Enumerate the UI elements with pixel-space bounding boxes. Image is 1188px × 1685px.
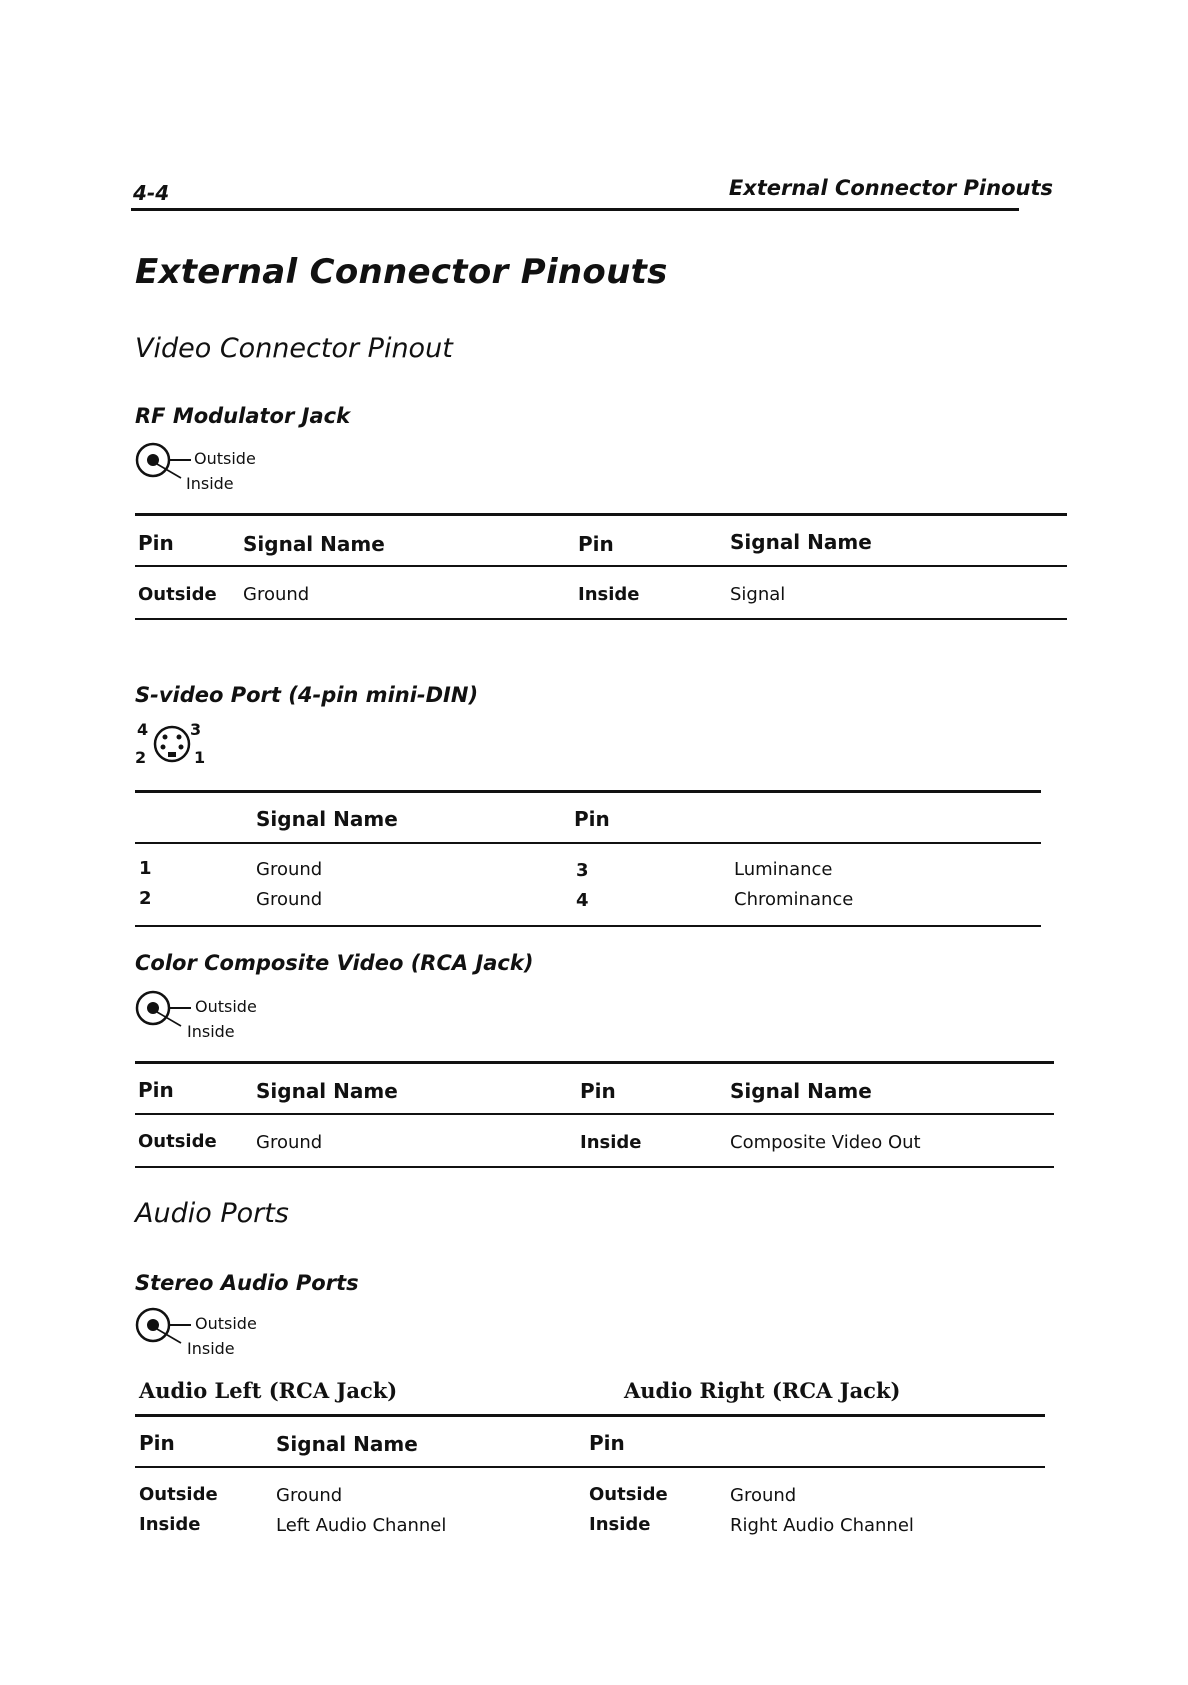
svideo-header-rule bbox=[135, 842, 1041, 844]
svideo-header-pin: Pin bbox=[574, 807, 610, 831]
page-title: External Connector Pinouts bbox=[135, 252, 668, 292]
audio-row2-signal-2: Right Audio Channel bbox=[730, 1515, 914, 1536]
rf-row-signal: Ground bbox=[243, 584, 310, 605]
audio-right-title: Audio Right (RCA Jack) bbox=[624, 1378, 901, 1403]
page-number: 4-4 bbox=[133, 181, 170, 205]
composite-row-signal-2: Composite Video Out bbox=[730, 1132, 921, 1153]
composite-header-rule bbox=[135, 1113, 1054, 1115]
rf-inside-label: Inside bbox=[186, 474, 234, 493]
rca-jack-icon bbox=[133, 1305, 193, 1355]
mini-din-icon bbox=[150, 722, 194, 766]
audio-left-title: Audio Left (RCA Jack) bbox=[139, 1378, 398, 1403]
audio-row2-signal: Left Audio Channel bbox=[276, 1515, 447, 1536]
svideo-row2-signal-2: Chrominance bbox=[734, 889, 854, 910]
rf-heading: RF Modulator Jack bbox=[135, 404, 351, 428]
audio-header-signal: Signal Name bbox=[276, 1432, 418, 1456]
svideo-row2-pin-2: 4 bbox=[576, 890, 589, 911]
svideo-row1-pin: 1 bbox=[139, 858, 152, 879]
rca-jack-icon bbox=[133, 988, 193, 1038]
rf-row-signal-2: Signal bbox=[730, 584, 786, 605]
svideo-pin3-label: 3 bbox=[190, 720, 202, 739]
composite-row-signal: Ground bbox=[256, 1132, 323, 1153]
composite-header-signal-2: Signal Name bbox=[730, 1079, 872, 1103]
stereo-outside-label: Outside bbox=[195, 1314, 257, 1333]
composite-table-bottom-rule bbox=[135, 1166, 1054, 1168]
audio-row1-pin-2: Outside bbox=[589, 1484, 668, 1505]
audio-header-pin: Pin bbox=[139, 1431, 175, 1455]
audio-row1-signal: Ground bbox=[276, 1485, 343, 1506]
composite-table-top-rule bbox=[135, 1061, 1054, 1064]
composite-outside-label: Outside bbox=[195, 997, 257, 1016]
svideo-row1-signal: Ground bbox=[256, 859, 323, 880]
composite-header-pin: Pin bbox=[138, 1078, 174, 1102]
composite-header-signal: Signal Name bbox=[256, 1079, 398, 1103]
stereo-heading: Stereo Audio Ports bbox=[135, 1271, 359, 1295]
audio-table-top-rule bbox=[135, 1414, 1045, 1417]
svideo-row2-signal: Ground bbox=[256, 889, 323, 910]
running-title: External Connector Pinouts bbox=[728, 176, 1053, 200]
svideo-header-signal: Signal Name bbox=[256, 807, 398, 831]
audio-section-heading: Audio Ports bbox=[135, 1198, 289, 1229]
composite-row-pin-2: Inside bbox=[580, 1132, 642, 1153]
rf-table-bottom-rule bbox=[135, 618, 1067, 620]
rf-row-pin-2: Inside bbox=[578, 584, 640, 605]
composite-inside-label: Inside bbox=[187, 1022, 235, 1041]
svideo-heading: S-video Port (4-pin mini-DIN) bbox=[135, 683, 479, 707]
composite-heading: Color Composite Video (RCA Jack) bbox=[135, 951, 534, 975]
audio-row1-signal-2: Ground bbox=[730, 1485, 797, 1506]
rf-header-signal: Signal Name bbox=[243, 532, 385, 556]
svideo-pin4-label: 4 bbox=[137, 720, 149, 739]
svideo-pin2-label: 2 bbox=[135, 748, 147, 767]
video-section-heading: Video Connector Pinout bbox=[135, 333, 453, 364]
svideo-table-bottom-rule bbox=[135, 925, 1041, 927]
svideo-row2-pin: 2 bbox=[139, 888, 152, 909]
audio-row2-pin: Inside bbox=[139, 1514, 201, 1535]
rf-table-top-rule bbox=[135, 513, 1067, 516]
svideo-row1-pin-2: 3 bbox=[576, 860, 589, 881]
svideo-row1-signal-2: Luminance bbox=[734, 859, 833, 880]
rf-header-pin: Pin bbox=[138, 531, 174, 555]
audio-row2-pin-2: Inside bbox=[589, 1514, 651, 1535]
composite-row-pin: Outside bbox=[138, 1131, 217, 1152]
composite-header-pin-2: Pin bbox=[580, 1079, 616, 1103]
header-rule bbox=[131, 208, 1019, 211]
rf-row-pin: Outside bbox=[138, 584, 217, 605]
stereo-inside-label: Inside bbox=[187, 1339, 235, 1358]
rca-jack-icon bbox=[133, 440, 193, 490]
svideo-table-top-rule bbox=[135, 790, 1041, 793]
rf-header-rule bbox=[135, 565, 1067, 567]
rf-header-signal-2: Signal Name bbox=[730, 530, 872, 554]
audio-header-pin-2: Pin bbox=[589, 1431, 625, 1455]
rf-header-pin-2: Pin bbox=[578, 532, 614, 556]
audio-header-rule bbox=[135, 1466, 1045, 1468]
svideo-pin1-label: 1 bbox=[194, 748, 206, 767]
rf-outside-label: Outside bbox=[194, 449, 256, 468]
audio-row1-pin: Outside bbox=[139, 1484, 218, 1505]
